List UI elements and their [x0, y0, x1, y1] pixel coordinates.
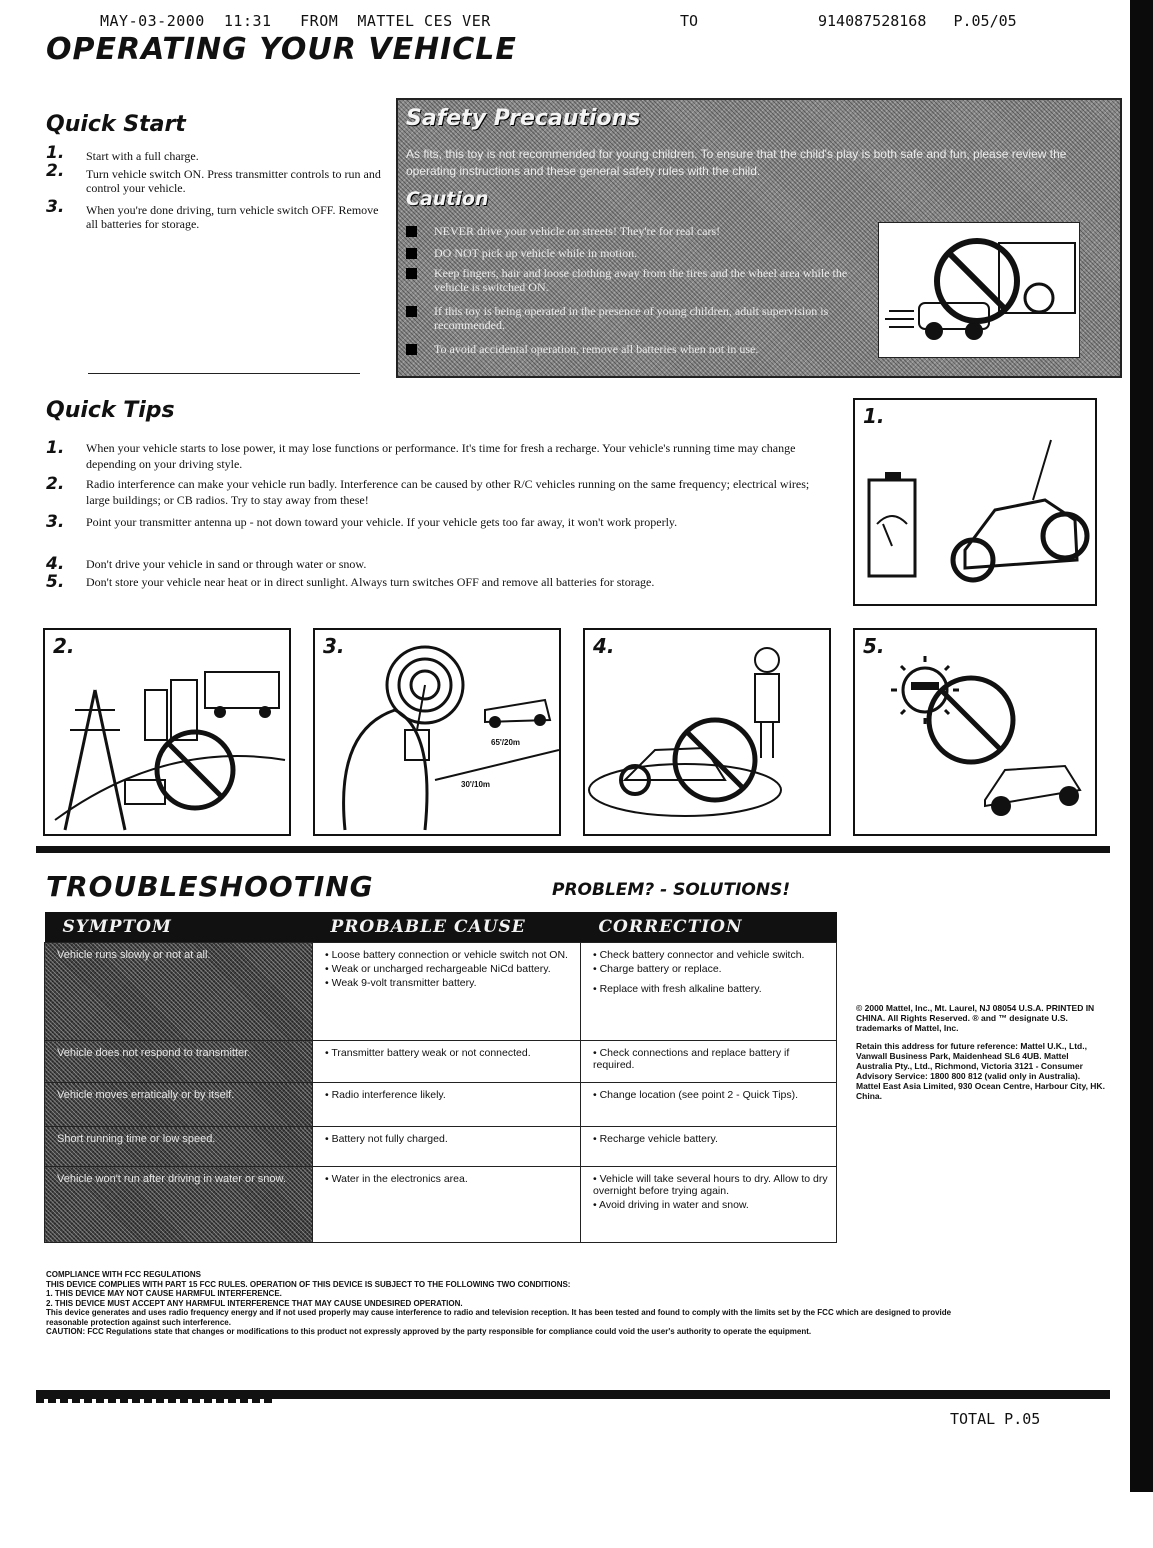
quick-start-item	[46, 143, 386, 163]
footer-divider	[36, 1390, 1110, 1399]
fax-header-to: TO	[680, 12, 699, 30]
column-header-cause: PROBABLE CAUSE	[313, 912, 581, 943]
mattel-info	[856, 1003, 1106, 1109]
caution-item	[406, 224, 866, 238]
tip-number: 1.	[46, 438, 65, 458]
cause-line: • Radio interference likely.	[325, 1089, 446, 1101]
correction-cell	[581, 1041, 837, 1083]
correction-cell	[581, 1167, 837, 1243]
tip-text: When your vehicle starts to lose power, it may lose functions or performance. It's time for fresh a recharge. Your vehicle's running time may change depending on your driving style.	[86, 441, 796, 471]
fax-header-from: MAY-03-2000 11:31 FROM MATTEL CES VER	[100, 12, 491, 30]
correction-cell	[581, 1083, 837, 1127]
panel-number: 3.	[323, 634, 345, 658]
cause-line: • Weak or uncharged rechargeable NiCd battery.	[325, 963, 551, 975]
fcc-line: COMPLIANCE WITH FCC REGULATIONS	[46, 1270, 201, 1279]
tip-item	[46, 476, 826, 510]
correction-line: • Change location (see point 2 - Quick Tips).	[593, 1089, 799, 1101]
divider	[88, 373, 360, 374]
fcc-line: 1. THIS DEVICE MAY NOT CAUSE HARMFUL INTERFERENCE.	[46, 1289, 282, 1298]
panel-number: 1.	[863, 404, 885, 428]
fcc-line: 2. THIS DEVICE MUST ACCEPT ANY HARMFUL INTERFERENCE THAT MAY CAUSE UNDESIRED OPERATION.	[46, 1298, 463, 1308]
copyright-text: © 2000 Mattel, Inc., Mt. Laurel, NJ 08054 U.S.A. PRINTED IN CHINA. All Rights Reserved. ® and ™ designate U.S. trademarks of Mattel, Inc.	[856, 1003, 1095, 1033]
correction-line: • Recharge vehicle battery.	[593, 1133, 718, 1145]
fcc-line: CAUTION: FCC Regulations state that changes or modifications to this product not expressly approved by the party responsible for compliance could void the user's authority to operate the equipment.	[46, 1327, 812, 1336]
quick-tips-title: Quick Tips	[46, 398, 175, 423]
correction-cell	[581, 943, 837, 1041]
page-title: OPERATING YOUR VEHICLE	[46, 32, 517, 67]
section-divider	[36, 846, 1110, 853]
column-header-symptom: SYMPTOM	[45, 912, 313, 943]
fax-total-pages: TOTAL P.05	[950, 1410, 1041, 1428]
table-row	[45, 1167, 837, 1243]
caution-item	[406, 342, 866, 356]
fcc-line: This device generates and uses radio frequency energy and if not used properly may cause interference to radio and television reception. It has been tested and found to comply with the limits set by the FCC which are designed to provide	[46, 1308, 952, 1317]
bullet-square-icon	[406, 268, 417, 279]
quick-start-title: Quick Start	[46, 112, 186, 137]
caution-text: DO NOT pick up vehicle while in motion.	[434, 246, 638, 260]
symptom-cell: Vehicle moves erratically or by itself.	[45, 1083, 313, 1127]
caution-text: Keep fingers, hair and loose clothing away from the tires and the wheel area while the vehicle is switched ON.	[434, 266, 848, 294]
correction-line: • Check connections and replace battery if required.	[593, 1047, 790, 1071]
panel-1-battery-illustration	[853, 398, 1097, 606]
tip-number: 2.	[46, 474, 65, 494]
correction-line: • Avoid driving in water and snow.	[593, 1199, 749, 1211]
safety-title: Safety Precautions	[406, 106, 641, 131]
cause-line: • Weak 9-volt transmitter battery.	[325, 977, 477, 989]
tip-number: 4.	[46, 554, 65, 574]
panel-3-antenna-illustration	[313, 628, 561, 836]
table-header-row	[45, 912, 837, 943]
tip-item	[46, 440, 826, 474]
distance-label-near: 30'/10m	[461, 780, 491, 789]
panel-4-no-water-illustration	[583, 628, 831, 836]
step-text: When you're done driving, turn vehicle switch OFF. Remove all batteries for storage.	[86, 203, 379, 231]
caution-title: Caution	[406, 188, 489, 210]
cause-line: • Transmitter battery weak or not connected.	[325, 1047, 531, 1059]
column-header-correction: CORRECTION	[581, 912, 837, 943]
cause-cell	[313, 943, 581, 1041]
quick-start-item	[46, 197, 386, 232]
tip-text: Don't drive your vehicle in sand or through water or snow.	[86, 557, 367, 571]
step-number: 2.	[46, 161, 65, 181]
table-row	[45, 1127, 837, 1167]
footer-divider-dashes	[36, 1399, 276, 1403]
quick-start-item	[46, 161, 386, 196]
bullet-square-icon	[406, 306, 417, 317]
cause-line: • Battery not fully charged.	[325, 1133, 448, 1145]
safety-intro: As fits, this toy is not recommended for young children. To ensure that the child's play is both safe and fun, please review the operating instructions and these general safety rules with the child.	[406, 147, 1067, 178]
correction-line: • Charge battery or replace.	[593, 963, 722, 975]
tip-number: 3.	[46, 512, 65, 532]
caution-text: NEVER drive your vehicle on streets! They're for real cars!	[434, 224, 721, 238]
cause-cell	[313, 1167, 581, 1243]
cause-line: • Loose battery connection or vehicle switch not ON.	[325, 949, 568, 961]
correction-line: • Replace with fresh alkaline battery.	[593, 983, 762, 995]
no-street-driving-illustration	[878, 222, 1080, 358]
troubleshooting-table	[44, 912, 836, 1548]
panel-number: 4.	[593, 634, 615, 658]
cause-cell	[313, 1083, 581, 1127]
step-text: Start with a full charge.	[86, 149, 199, 163]
distance-label-far: 65'/20m	[491, 738, 521, 747]
tip-text: Point your transmitter antenna up - not down toward your vehicle. If your vehicle gets too far away, it won't work properly.	[86, 515, 678, 529]
scan-edge	[1130, 0, 1153, 1492]
fax-header-number: 914087528168 P.05/05	[818, 12, 1017, 30]
address-text: Retain this address for future reference: Mattel U.K., Ltd., Vanwall Business Park, Maidenhead SL6 4UB. Mattel Australia Pty., Ltd., Richmond, Victoria 3121 - Consumer Advisory Service: 1800 800 812 (valid only in Australia). Mattel East Asia Limited, 930 Ocean Centre, Harbour City, HK. China.	[856, 1041, 1105, 1101]
panel-number: 5.	[863, 634, 885, 658]
tip-text: Don't store your vehicle near heat or in direct sunlight. Always turn switches OFF and remove all batteries for storage.	[86, 575, 655, 589]
symptom-cell: Short running time or low speed.	[45, 1127, 313, 1167]
fcc-line: reasonable protection against such interference.	[46, 1317, 231, 1327]
tip-item	[46, 556, 826, 574]
bullet-square-icon	[406, 248, 417, 259]
panel-2-interference-illustration	[43, 628, 291, 836]
troubleshooting-subtitle: PROBLEM? - SOLUTIONS!	[552, 880, 791, 900]
step-number: 3.	[46, 197, 65, 217]
table-row	[45, 1041, 837, 1083]
cause-line: • Water in the electronics area.	[325, 1173, 468, 1185]
panel-5-no-sun-illustration	[853, 628, 1097, 836]
bullet-square-icon	[406, 226, 417, 237]
tip-text: Radio interference can make your vehicle run badly. Interference can be caused by other R/C vehicles running on the same frequency; electrical wires; large buildings; or CB radios. Try to stay away from these!	[86, 477, 810, 507]
tip-item	[46, 514, 826, 548]
tip-number: 5.	[46, 572, 65, 592]
bullet-square-icon	[406, 344, 417, 355]
safety-precautions-box	[396, 98, 1122, 378]
symptom-cell: Vehicle won't run after driving in water or snow.	[45, 1167, 313, 1243]
caution-text: To avoid accidental operation, remove all batteries when not in use.	[434, 342, 759, 356]
step-text: Turn vehicle switch ON. Press transmitter controls to run and control your vehicle.	[86, 167, 381, 195]
tip-item	[46, 574, 826, 608]
troubleshooting-title: TROUBLESHOOTING	[46, 870, 374, 903]
caution-item	[406, 246, 866, 260]
table-row	[45, 1083, 837, 1127]
correction-line: • Vehicle will take several hours to dry. Allow to dry overnight before trying again.	[593, 1173, 828, 1197]
correction-line: • Check battery connector and vehicle switch.	[593, 949, 805, 961]
symptom-cell: Vehicle runs slowly or not at all.	[45, 943, 313, 1041]
fcc-line: THIS DEVICE COMPLIES WITH PART 15 FCC RULES. OPERATION OF THIS DEVICE IS SUBJECT TO THE FOLLOWING TWO CONDITIONS:	[46, 1279, 571, 1289]
caution-text: If this toy is being operated in the presence of young children, adult supervision is recommended.	[434, 304, 829, 332]
caution-item	[406, 304, 866, 332]
panel-number: 2.	[53, 634, 75, 658]
fcc-compliance	[46, 1270, 1106, 1337]
correction-cell	[581, 1127, 837, 1167]
step-number: 1.	[46, 143, 65, 163]
cause-cell	[313, 1127, 581, 1167]
caution-item	[406, 266, 866, 294]
cause-cell	[313, 1041, 581, 1083]
symptom-cell: Vehicle does not respond to transmitter.	[45, 1041, 313, 1083]
table-row	[45, 943, 837, 1041]
